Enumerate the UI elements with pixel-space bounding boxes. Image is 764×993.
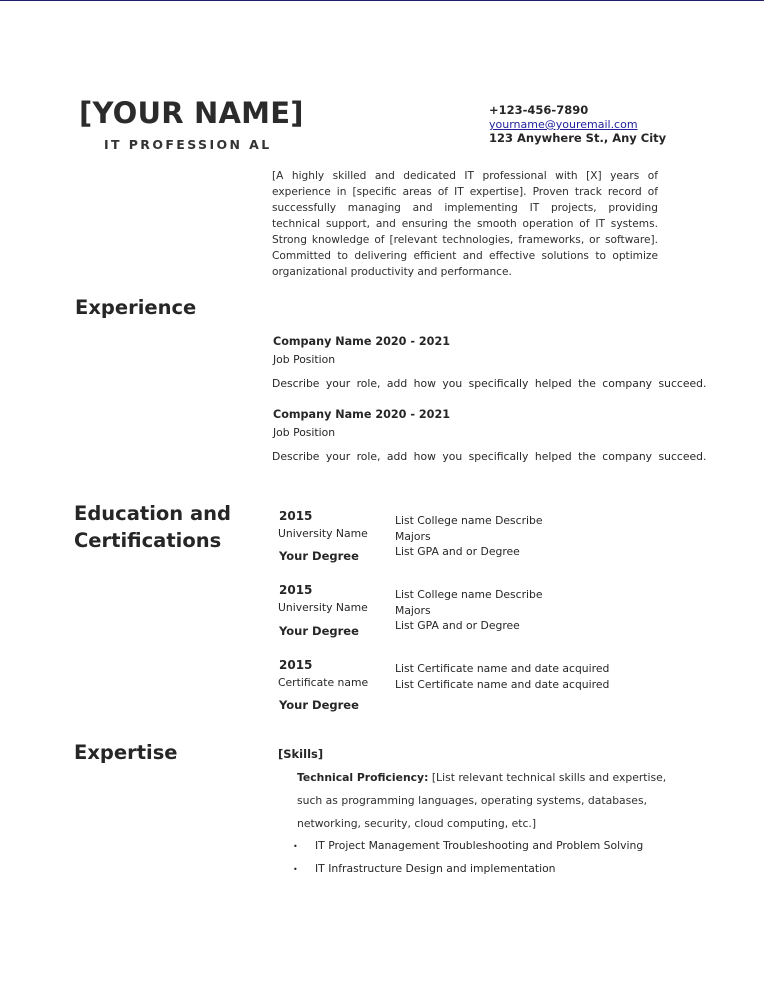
skills-label: [Skills] — [278, 747, 324, 761]
experience-company: Company Name 2020 - 2021 — [273, 408, 451, 421]
experience-position: Job Position — [273, 353, 336, 366]
skill-bullet-item: IT Project Management Troubleshooting and Problem Solving — [315, 839, 644, 852]
experience-description: Describe your role, add how you specifically helped the company succeed. — [272, 450, 707, 463]
experience-company: Company Name 2020 - 2021 — [273, 335, 451, 348]
education-detail-line: Majors — [395, 603, 431, 617]
education-heading-line: Certifications — [74, 529, 222, 552]
education-detail-line: List GPA and or Degree — [395, 545, 520, 558]
education-detail-line: Majors — [395, 529, 431, 543]
experience-position: Job Position — [273, 426, 336, 439]
education-year: 2015 — [279, 509, 313, 523]
top-border-line — [0, 0, 764, 1]
education-details — [395, 513, 625, 560]
education-detail-line: List Certificate name and date acquired — [395, 677, 610, 691]
education-detail-line: List Certificate name and date acquired — [395, 662, 610, 675]
education-institution: Certificate name — [278, 676, 369, 689]
education-details — [395, 661, 625, 692]
education-detail-line: List GPA and or Degree — [395, 619, 520, 632]
address: 123 Anywhere St., Any City — [489, 131, 667, 145]
candidate-name: [YOUR NAME] — [79, 96, 304, 130]
experience-description: Describe your role, add how you specifically helped the company succeed. — [272, 377, 707, 390]
experience-heading: Experience — [75, 296, 197, 319]
technical-proficiency-label: Technical Proficiency: — [297, 771, 429, 784]
education-detail-line: List College name Describe — [395, 588, 543, 601]
education-year: 2015 — [279, 658, 313, 672]
bullet-icon: • — [293, 865, 298, 874]
job-title: IT PROFESSION AL — [104, 137, 272, 152]
education-degree: Your Degree — [279, 624, 359, 638]
education-heading-line: Education and — [74, 502, 231, 525]
skill-bullet-item: IT Infrastructure Design and implementation — [315, 862, 556, 875]
education-heading — [74, 500, 231, 554]
expertise-heading: Expertise — [74, 741, 178, 764]
technical-proficiency — [297, 766, 692, 835]
education-year: 2015 — [279, 583, 313, 597]
phone-number: +123-456-7890 — [489, 103, 589, 117]
bullet-icon: • — [293, 842, 298, 851]
professional-summary: [A highly skilled and dedicated IT professional with [X] years of experience in [specific areas of IT expertise]. Proven track record of successfully managing and implementing IT projects, providing technical support, and ensuring the smooth operation of IT systems. Strong knowledge of [relevant technologies, frameworks, or software]. Committed to delivering efficient and effective solutions to optimize organizational productivity and performance. — [272, 170, 658, 278]
education-details — [395, 587, 625, 634]
education-degree: Your Degree — [279, 698, 359, 712]
education-detail-line: List College name Describe — [395, 514, 543, 527]
education-institution: University Name — [278, 527, 368, 540]
education-institution: University Name — [278, 601, 368, 614]
email-link[interactable]: yourname@youremail.com — [489, 118, 638, 131]
technical-proficiency-text: [List relevant technical skills and expertise, such as programming languages, operating systems, databases, networking, security, cloud computing, etc.] — [297, 771, 667, 830]
education-degree: Your Degree — [279, 549, 359, 563]
